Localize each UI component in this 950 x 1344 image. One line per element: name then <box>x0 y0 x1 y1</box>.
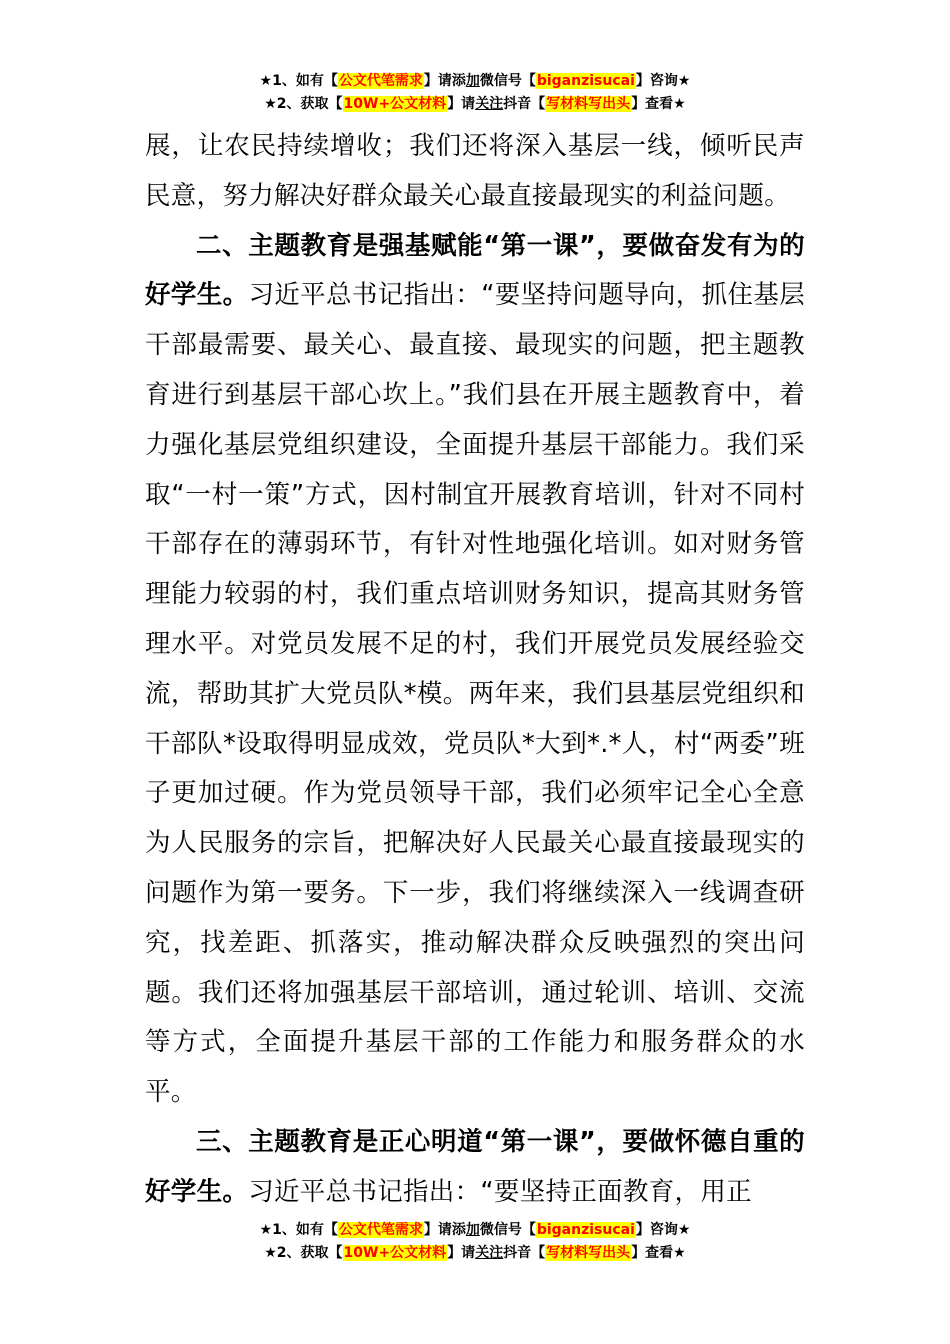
ghostwriting-highlight: 公文代笔需求 <box>338 73 423 89</box>
promo-banner-top <box>0 70 950 116</box>
wechat-id-highlight: biganzisucai <box>536 1222 635 1238</box>
ghostwriting-highlight: 公文代笔需求 <box>338 1222 423 1238</box>
section-3-body: 习近平总书记指出：“要坚持正面教育，用正 <box>248 1176 752 1207</box>
document-body <box>145 122 805 1218</box>
paragraph-1: 展，让农民持续增收；我们还将深入基层一线，倾听民声民意，努力解决好群众最关心最直接最现实的利益问题。 <box>145 131 805 211</box>
promo-banner-bottom <box>0 1219 950 1265</box>
paragraph-3 <box>145 1118 805 1218</box>
promo-line-1: ★1、如有【公文代笔需求】请添加微信号【biganzisucai】咨询★ <box>259 1222 691 1238</box>
paragraph-2 <box>145 222 805 1118</box>
section-2-body: 习近平总书记指出：“要坚持问题导向，抓住基层干部最需要、最关心、最直接、最现实的问题，把主题教育进行到基层干部心坎上。”我们县在开展主题教育中，着力强化基层党组织建设，全面提升基层干部能力。我们采取“一村一策”方式，因村制宜开展教育培训，针对不同村干部存在的薄弱环节，有针对性地强化培训。如对财务管理能力较弱的村，我们重点培训财务知识，提高其财务管理水平。对党员发展不足的村，我们开展党员发展经验交流，帮助其扩大党员队*模。两年来，我们县基层党组织和干部队*设取得明显成效，党员队*大到*.*人，村“两委”班子更加过硬。作为党员领导干部，我们必须牢记全心全意为人民服务的宗旨，把解决好人民最关心最直接最现实的问题作为第一要务。下一步，我们将继续深入一线调查研究，找差距、抓落实，推动解决群众反映强烈的突出问题。我们还将加强基层干部培训，通过轮训、培训、交流等方式，全面提升基层干部的工作能力和服务群众的水平。 <box>145 280 806 1108</box>
materials-highlight: 10W+公文材料 <box>343 1245 447 1261</box>
promo-line-2: ★2、获取【10W+公文材料】请关注抖音【写材料写出头】查看★ <box>264 1245 686 1261</box>
section-3-heading: 三、主题教育是正心明道“第一课”，要做怀德自重的好学生。 <box>145 1126 805 1207</box>
materials-highlight: 10W+公文材料 <box>343 96 447 112</box>
wechat-id-highlight: biganzisucai <box>536 73 635 89</box>
douyin-account-highlight: 写材料写出头 <box>546 96 631 112</box>
section-2-heading: 二、主题教育是强基赋能“第一课”，要做奋发有为的好学生。 <box>145 230 805 311</box>
douyin-account-highlight: 写材料写出头 <box>546 1245 631 1261</box>
promo-line-1: ★1、如有【公文代笔需求】请添加微信号【biganzisucai】咨询★ <box>259 73 691 89</box>
promo-line-2: ★2、获取【10W+公文材料】请关注抖音【写材料写出头】查看★ <box>264 96 686 112</box>
